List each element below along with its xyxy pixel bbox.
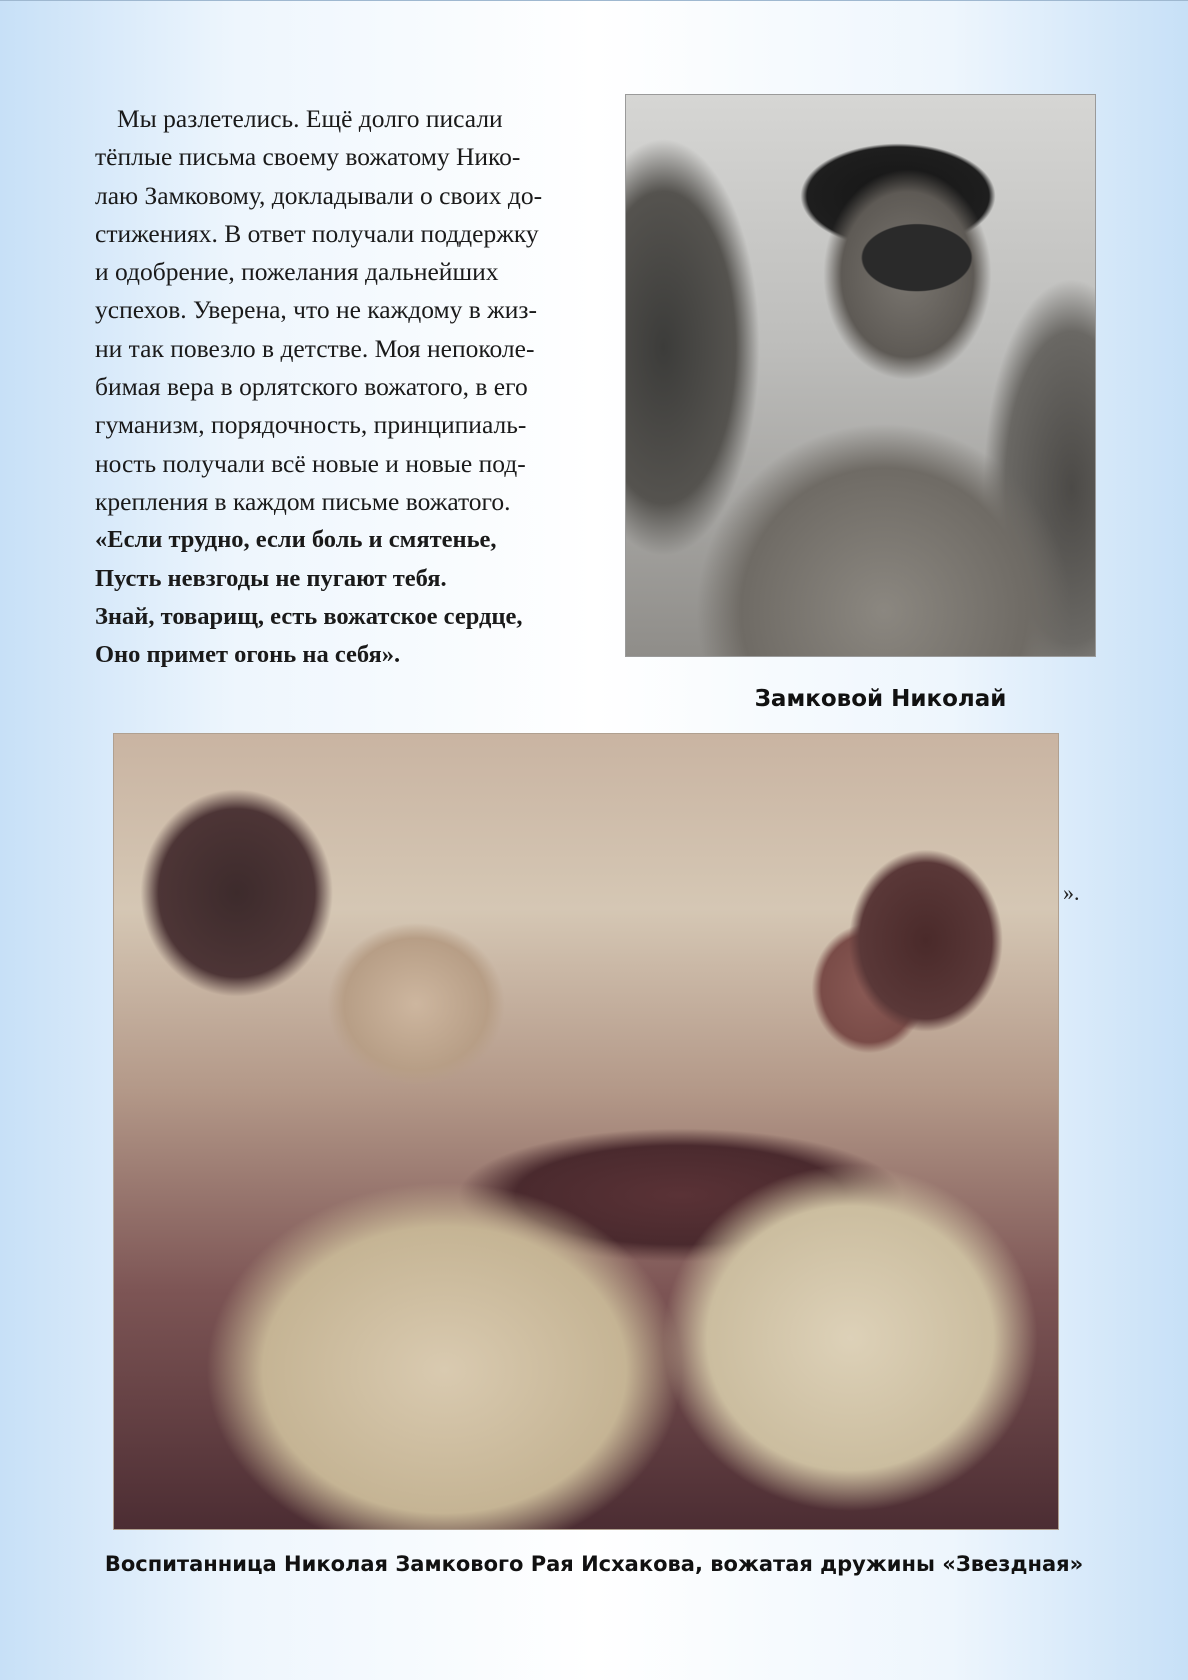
quote-line: Знай, товарищ, есть вожатское сердце,: [95, 602, 523, 630]
stray-quote-mark: ».: [1063, 880, 1080, 905]
paragraph-line: гуманизм, порядочность, принципиаль-: [95, 410, 527, 440]
quote-line: Пусть невзгоды не пугают тебя.: [95, 564, 447, 592]
paragraph-line: успехов. Уверена, что не каждому в жиз-: [95, 295, 537, 325]
paragraph-line: крепления в каждом письме вожатого.: [95, 486, 511, 516]
group-photo-caption: Воспитанница Николая Замкового Рая Исхакова, вожатая дружины «Звездная»: [104, 1552, 1084, 1576]
paragraph-line: ни так повезло в детстве. Моя непоколе-: [95, 333, 535, 363]
paragraph-line: и одобрение, пожелания дальнейших: [95, 257, 499, 287]
article-body: [95, 100, 595, 674]
portrait-photo: [626, 95, 1095, 656]
group-photo: [114, 734, 1058, 1529]
paragraph-line: Мы разлетелись. Ещё долго писали: [117, 104, 503, 133]
paragraph-line: бимая вера в орлятского вожатого, в его: [95, 372, 528, 402]
paragraph-line: тёплые письма своему вожатому Нико-: [95, 142, 521, 172]
portrait-caption: Замковой Николай: [754, 686, 1007, 712]
quote-line: «Если трудно, если боль и смятенье,: [95, 526, 497, 554]
quote-line: Оно примет огонь на себя».: [95, 641, 401, 669]
paragraph-line: стижениях. В ответ получали поддержку: [95, 218, 539, 248]
paragraph-line: ность получали всё новые и новые под-: [95, 448, 526, 478]
paragraph-line: лаю Замковому, докладывали о своих до-: [95, 180, 543, 210]
